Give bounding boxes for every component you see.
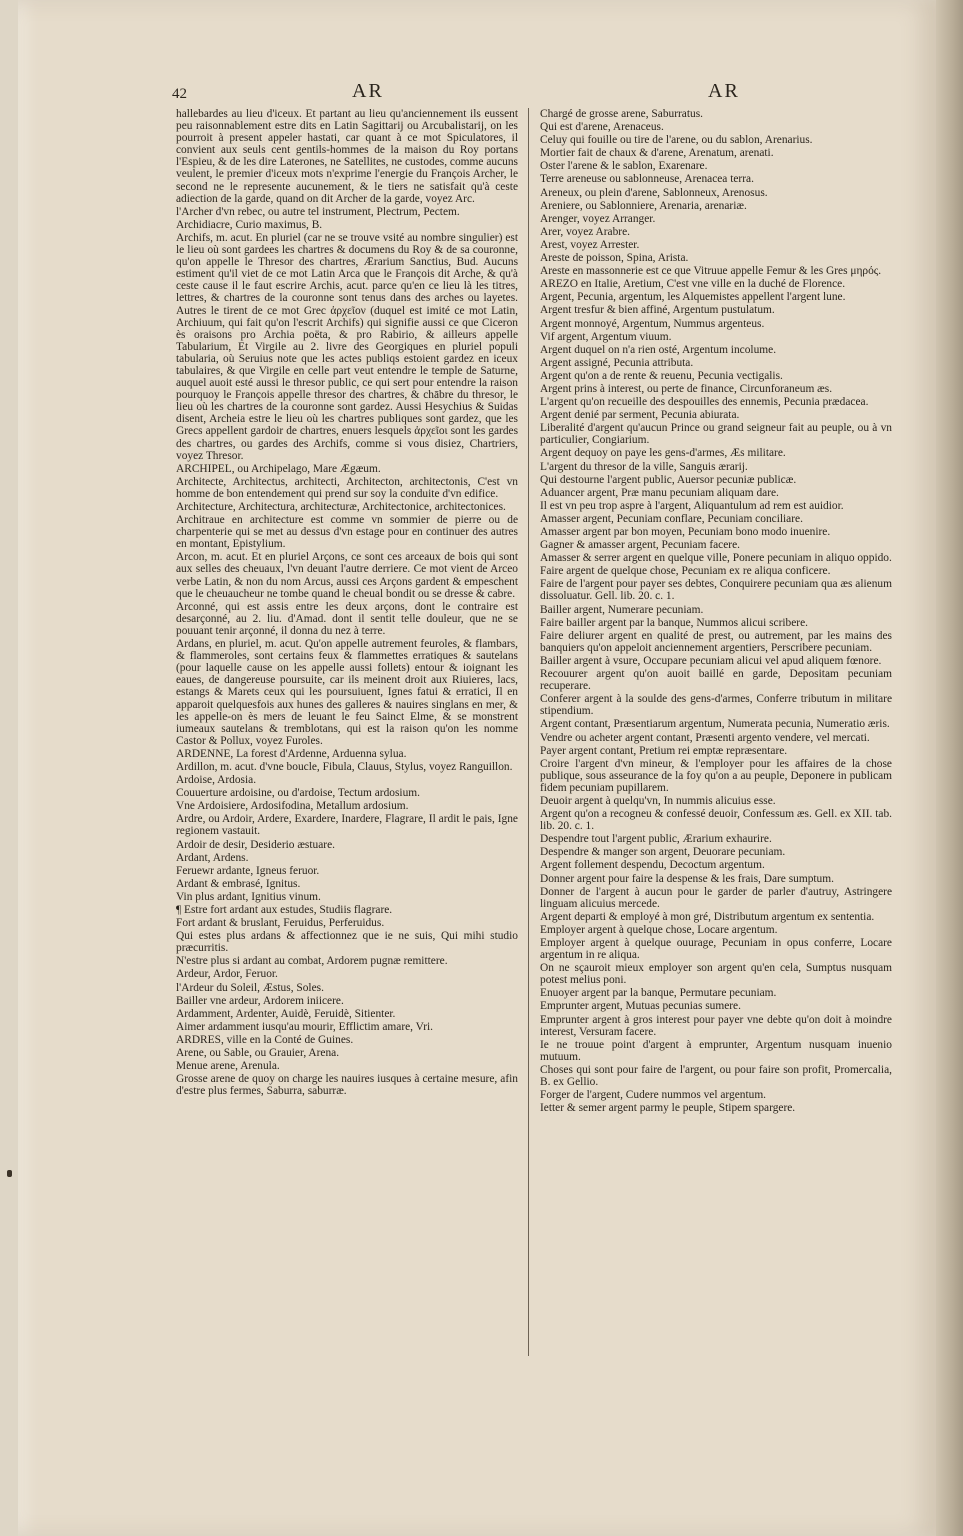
- dictionary-entry: Mortier fait de chaux & d'arene, Arenatum, arenati.: [540, 147, 774, 160]
- dictionary-entry: Despendre & manger son argent, Deuorare pecuniam.: [540, 846, 786, 859]
- dictionary-entry: Argent qu'on a de rente & reuenu, Pecunia vectigalis.: [540, 369, 783, 382]
- dictionary-entry: Amasser argent, Pecuniam conflare, Pecuniam conciliare.: [540, 512, 803, 525]
- dictionary-entry: Ardamment, Ardenter, Auidè, Feruidè, Sitienter.: [176, 1007, 396, 1020]
- dictionary-entry: Ardant, Ardens.: [176, 851, 249, 864]
- ink-spot: [7, 1170, 12, 1177]
- dictionary-entry: ¶ Estre fort ardant aux estudes, Studiis flagrare.: [176, 904, 393, 916]
- left-column: [176, 108, 518, 1356]
- dictionary-entry: Terre areneuse ou sablonneuse, Arenacea terra.: [540, 173, 754, 186]
- dictionary-entry: Aduancer argent, Præ manu pecuniam aliquam dare.: [540, 486, 779, 499]
- dictionary-entry: Employer argent à quelque ouurage, Pecuniam in opus conferre, Locare argentum in re aliqua.: [540, 937, 892, 962]
- dictionary-entry: Grosse arene de quoy on charge les nauires iusques à certaine mesure, afin d'estre plus fermes, Saburra, saburræ.: [176, 1073, 518, 1098]
- running-head-left: AR: [352, 80, 384, 102]
- dictionary-entry: Celuy qui fouille ou tire de l'arene, ou du sablon, Arenarius.: [540, 134, 813, 147]
- column-rule: [528, 108, 529, 1356]
- dictionary-entry: Bailler vne ardeur, Ardorem iniicere.: [176, 994, 344, 1007]
- dictionary-entry: Qui destourne l'argent public, Auersor pecuniæ publicæ.: [540, 473, 797, 486]
- dictionary-entry: Ardant & embrasé, Ignitus.: [176, 877, 301, 890]
- dictionary-entry: Ardeur, Ardor, Feruor.: [176, 968, 278, 981]
- dictionary-entry: Argent monnoyé, Argentum, Nummus argenteus.: [540, 317, 765, 330]
- dictionary-entry: Argent denié par serment, Pecunia abiurata.: [540, 409, 740, 422]
- dictionary-entry: Faire bailler argent par la banque, Nummos alicui scribere.: [540, 616, 809, 629]
- dictionary-entry: Archifs, m. acut. En pluriel (car ne se trouve vsité au nombre singulier) est le lieu où sont gardees les chartres & documens du Roy & de sa couronne, qu'on appelle le Thresor des chartres, Ærarium Sanctius, Bud. Aucuns estiment qu'il viet de ce mot Latin Arca que le François dit Arche, & qu'à ceste cause il le faut escrire Archis, acut. parce qu'en ce lieu là les titres, lettres, & chartres de la couronne sont tenus dans des arches ou layetes. Autres le tirent de ce mot Grec ἀρχεῖον (duquel est imité ce mot Latin, Archiuum, qui fait qu'on l'escrit Archifs) qui signifie aussi ce que Ciceron ès oraisons pro Archia poëta, & pro Rabirio, & ailleurs appelle Tabularium, Et Virgile au 2. livre des Georgiques en pluriel populi tabularia, où Seruius note que les actes publiqs estoient gardez en iceux tabulaires, & que Virgile en celle part veut entendre le temple de Saturne, auquel auoit esté aussi le thresor public, ce qui sert pour entendre la raison pourquoy le François appelle thresor des chartres, & chābre du thresor, le lieu où les chartres de la couronne sont gardez. Aussi Hesychius & Suidas disent, Archeia estre le lieu où les chartres publiques sont gardez, que les Grecs appellent gardoir de chartres, enuers lesquels ἀρχεῖοι sont les gardes des chartres, ou gardes des Archifs, comme si vous disiez, Chartriers, voyez Thresor.: [176, 231, 518, 462]
- dictionary-entry: Emprunter argent à gros interest pour payer vne debte qu'on doit à moindre interest, Versuram facere.: [540, 1013, 892, 1038]
- dictionary-entry: Argent follement despendu, Decoctum argentum.: [540, 859, 765, 872]
- dictionary-entry: Arest, voyez Arrester.: [540, 238, 640, 251]
- dictionary-entry: Vif argent, Argentum viuum.: [540, 330, 672, 343]
- dictionary-entry: Arer, voyez Arabre.: [540, 225, 630, 238]
- dictionary-entry: Conferer argent à la soulde des gens-d'armes, Conferre tributum in militare stipendium.: [540, 693, 892, 718]
- running-head-right: AR: [708, 80, 740, 102]
- dictionary-entry: Argent prins à interest, ou perte de finance, Circunforaneum æs.: [540, 382, 833, 395]
- dictionary-entry: Areste en massonnerie est ce que Vitruue appelle Femur & les Gres μηρός.: [540, 265, 882, 278]
- dictionary-entry: Donner de l'argent à aucun pour le garder de parler d'autruy, Astringere linguam alicuius mercede.: [540, 885, 892, 910]
- dictionary-entry: L'argent du thresor de la ville, Sanguis ærarij.: [540, 460, 748, 473]
- dictionary-entry: ARDRES, ville en la Conté de Guines.: [176, 1033, 354, 1046]
- dictionary-entry: Ardoise, Ardosia.: [176, 774, 257, 787]
- dictionary-entry: Arenger, voyez Arranger.: [540, 212, 656, 225]
- dictionary-entry: Ardoir de desir, Desiderio æstuare.: [176, 838, 335, 851]
- dictionary-entry: N'estre plus si ardant au combat, Ardorem pugnæ remittere.: [176, 955, 448, 968]
- dictionary-entry: Argent duquel on n'a rien osté, Argentum incolume.: [540, 343, 777, 356]
- dictionary-entry: On ne sçauroit mieux employer son argent qu'en cela, Sumptus nusquam potest melius poni.: [540, 962, 892, 987]
- dictionary-entry: Argent contant, Præsentiarum argentum, Numerata pecunia, Numeratio æris.: [540, 718, 890, 731]
- dictionary-entry: Croire l'argent d'vn mineur, & l'employer pour les affaires de la chose publique, sous asseurance de la foy qu'on a au peuple, Deponere in publicam fidem pecuniam pupillarem.: [540, 757, 892, 794]
- dictionary-entry: Architecture, Architectura, architecturæ, Architectonice, architectonices.: [176, 501, 506, 513]
- dictionary-entry: Forger de l'argent, Cudere nummos vel argentum.: [540, 1089, 767, 1102]
- dictionary-entry: Argent departi & employé à mon gré, Distributum argentum ex sententia.: [540, 910, 875, 923]
- dictionary-entry: Fort ardant & bruslant, Feruidus, Perferuidus.: [176, 917, 385, 930]
- dictionary-entry: Ardre, ou Ardoir, Ardere, Exardere, Inardere, Flagrare, Il ardit le pais, Igne regionem vastauit.: [176, 813, 518, 838]
- dictionary-entry: Architecte, Architectus, architecti, Architecton, architectonis, C'est vn homme de bon entendement qui prend sur soy la conduite d'vn edifice.: [176, 475, 518, 500]
- dictionary-entry: Vne Ardoisiere, Ardosifodina, Metallum ardosium.: [176, 800, 409, 813]
- dictionary-entry: Chargé de grosse arene, Saburratus.: [540, 108, 704, 120]
- dictionary-entry: Archidiacre, Curio maximus, B.: [176, 218, 323, 231]
- dictionary-entry: Qui est d'arene, Arenaceus.: [540, 121, 664, 134]
- dictionary-entry: Argent, Pecunia, argentum, les Alquemistes appellent l'argent lune.: [540, 291, 846, 304]
- dictionary-entry: Arconné, qui est assis entre les deux arçons, dont le contraire est desarçonné, au 2. liu. d'Amad. dont il sentit telle douleur, que ne se pouuant tenir arçonné, il donna du nez à terre.: [176, 600, 518, 637]
- dictionary-entry: Couuerture ardoisine, ou d'ardoise, Tectum ardosium.: [176, 787, 420, 800]
- dictionary-entry: Argent assigné, Pecunia attributa.: [540, 356, 694, 369]
- dictionary-entry: Oster l'arene & le sablon, Exarenare.: [540, 160, 708, 173]
- right-column: [540, 108, 892, 1356]
- dictionary-entry: Gagner & amasser argent, Pecuniam facere.: [540, 539, 740, 552]
- dictionary-entry: Areneux, ou plein d'arene, Sablonneux, Arenosus.: [540, 186, 768, 199]
- dictionary-entry: Ardans, en pluriel, m. acut. Qu'on appelle autrement feuroles, & flambars, & flammeroles, sont certains feux & flammettes erratiques & sautelans (pour laquelle cause on les appelle aussi follets) entour & ioignant les eaues, de dangereuse poursuite, car ils meinent droit aux Riuieres, lacs, estangs & Marets ceux qui les poursuiuent, Ignes fatui & erratici, Il en apparoit quelquesfois aux hunes des galleres & nauires singlans en mer, & les appelle-on ès mers de leuant le feu Sainct Elme, & se monstrent iumeaux sautelans & tremblotans, qui est la raison qu'on les nomme Castor & Pollux, voyez Furoles.: [176, 638, 518, 747]
- page-number: 42: [172, 86, 187, 102]
- dictionary-entry: Liberalité d'argent qu'aucun Prince ou grand seigneur fait au peuple, ou à vn particulier, Congiarium.: [540, 422, 892, 447]
- dictionary-entry: Donner argent pour faire la despense & les frais, Dare sumptum.: [540, 872, 834, 885]
- dictionary-entry: Areste de poisson, Spina, Arista.: [540, 252, 689, 265]
- dictionary-entry: Recouurer argent qu'on auoit baillé en garde, Depositam pecuniam recuperare.: [540, 668, 892, 693]
- dictionary-entry: Menue arene, Arenula.: [176, 1060, 280, 1073]
- dictionary-entry: Areniere, ou Sablonniere, Arenaria, arenariæ.: [540, 199, 747, 212]
- dictionary-entry: Arene, ou Sable, ou Grauier, Arena.: [176, 1047, 340, 1060]
- dictionary-entry: L'argent qu'on recueille des despouilles des ennemis, Pecunia prædacea.: [540, 396, 869, 409]
- dictionary-entry: Vin plus ardant, Ignitius vinum.: [176, 890, 321, 903]
- dictionary-entry: Argent tresfur & bien affiné, Argentum pustulatum.: [540, 304, 775, 317]
- dictionary-entry: l'Ardeur du Soleil, Æstus, Soles.: [176, 981, 324, 994]
- dictionary-entry: ARCHIPEL, ou Archipelago, Mare Ægæum.: [176, 462, 381, 475]
- dictionary-entry: Emprunter argent, Mutuas pecunias sumere.: [540, 1000, 741, 1013]
- page-edge: [936, 0, 963, 1536]
- dictionary-entry: Amasser & serrer argent en quelque ville, Ponere pecuniam in aliquo oppido.: [540, 552, 892, 565]
- dictionary-entry: l'Archer d'vn rebec, ou autre tel instrument, Plectrum, Pectem.: [176, 205, 460, 218]
- dictionary-entry: Architraue en architecture est comme vn sommier de pierre ou de charpenterie qui se met au dessus d'vn estage pour en continuer des autres en montant, Epistylium.: [176, 514, 518, 551]
- dictionary-entry: ARDENNE, La forest d'Ardenne, Arduenna sylua.: [176, 747, 407, 760]
- dictionary-entry: AREZO en Italie, Aretium, C'est vne ville en la duché de Florence.: [540, 278, 846, 291]
- dictionary-entry: Feruewr ardante, Igneus feruor.: [176, 864, 320, 877]
- dictionary-entry: Deuoir argent à quelqu'vn, In nummis alicuius esse.: [540, 794, 776, 807]
- dictionary-entry: Choses qui sont pour faire de l'argent, ou pour faire son profit, Promercalia, B. ex Gellio.: [540, 1063, 892, 1089]
- dictionary-entry: Despendre tout l'argent public, Ærarium exhaurire.: [540, 833, 772, 846]
- dictionary-entry: Vendre ou acheter argent contant, Præsenti argento vendere, vel mercati.: [540, 731, 870, 744]
- dictionary-entry: Arcon, m. acut. Et en pluriel Arçons, ce sont ces arceaux de bois qui sont aux selles des cheuaux, l'vn deuant l'autre derriere. Ce mot vient de Arceo verbe Latin, & non du nom Arcus, aussi ces Arçons gardent & empeschent que le cheuaucheur ne tombe quand le cheual bondit ou se dresse & cabre.: [176, 551, 518, 600]
- dictionary-entry: hallebardes au lieu d'iceux. Et partant au lieu qu'anciennement ils eussent peu raisonnablement estre dits en Latin Sagittarij ou Arcubalistarij, on les pourroit à present appeler hastati, car quant à ce mot Spiculatores, il convient aux seuls cent gentils-hommes de la maison du Roy portans l'Espieu, & de les dire Laterones, ne Satellites, ne custodes, comme aucuns veulent, le premier d'iceux mots n'exprime l'energie du François Archer, le second ne le represente aucunement, & le tiers ne satisfait qu'à ceste adiection de la garde, quand on dit Archer de la garde, voyez Arc.: [176, 108, 518, 205]
- dictionary-entry: Ietter & semer argent parmy le peuple, Stipem spargere.: [540, 1102, 796, 1115]
- dictionary-entry: Ie ne trouue point d'argent à emprunter, Argentum nusquam inuenio mutuum.: [540, 1038, 892, 1063]
- dictionary-entry: Faire argent de quelque chose, Pecuniam ex re aliqua conficere.: [540, 565, 831, 578]
- dictionary-entry: Aimer ardamment iusqu'au mourir, Efflictim amare, Vri.: [176, 1020, 434, 1033]
- dictionary-entry: Enuoyer argent par la banque, Permutare pecuniam.: [540, 987, 777, 1000]
- dictionary-entry: Argent dequoy on paye les gens-d'armes, Æs militare.: [540, 447, 786, 460]
- dictionary-entry: Payer argent contant, Pretium rei emptæ repræsentare.: [540, 744, 788, 757]
- dictionary-entry: Bailler argent à vsure, Occupare pecuniam alicui vel apud aliquem fœnore.: [540, 654, 882, 667]
- dictionary-entry: Ardillon, m. acut. d'vne boucle, Fibula, Clauus, Stylus, voyez Ranguillon.: [176, 760, 513, 773]
- dictionary-entry: Employer argent à quelque chose, Locare argentum.: [540, 923, 778, 936]
- dictionary-entry: Faire de l'argent pour payer ses debtes, Conquirere pecuniam qua æs alienum dissoluatur. Gell. lib. 20. c. 1.: [540, 578, 892, 603]
- dictionary-entry: Qui estes plus ardans & affectionnez que ie ne suis, Qui mihi studio præcurritis.: [176, 930, 518, 955]
- dictionary-entry: Argent qu'on a recogneu & confessé deuoir, Confessum æs. Gell. ex XII. tab. lib. 20. c. 1.: [540, 808, 892, 833]
- dictionary-entry: Il est vn peu trop aspre à l'argent, Aliquantulum ad rem est auidior.: [540, 499, 844, 512]
- dictionary-entry: Faire deliurer argent en qualité de prest, ou autrement, par les mains des banquiers qu'on appeloit anciennement argentiers, Perscribere pecuniam.: [540, 629, 892, 654]
- dictionary-entry: Bailler argent, Numerare pecuniam.: [540, 603, 704, 616]
- dictionary-entry: Amasser argent par bon moyen, Pecuniam bono modo inuenire.: [540, 526, 831, 538]
